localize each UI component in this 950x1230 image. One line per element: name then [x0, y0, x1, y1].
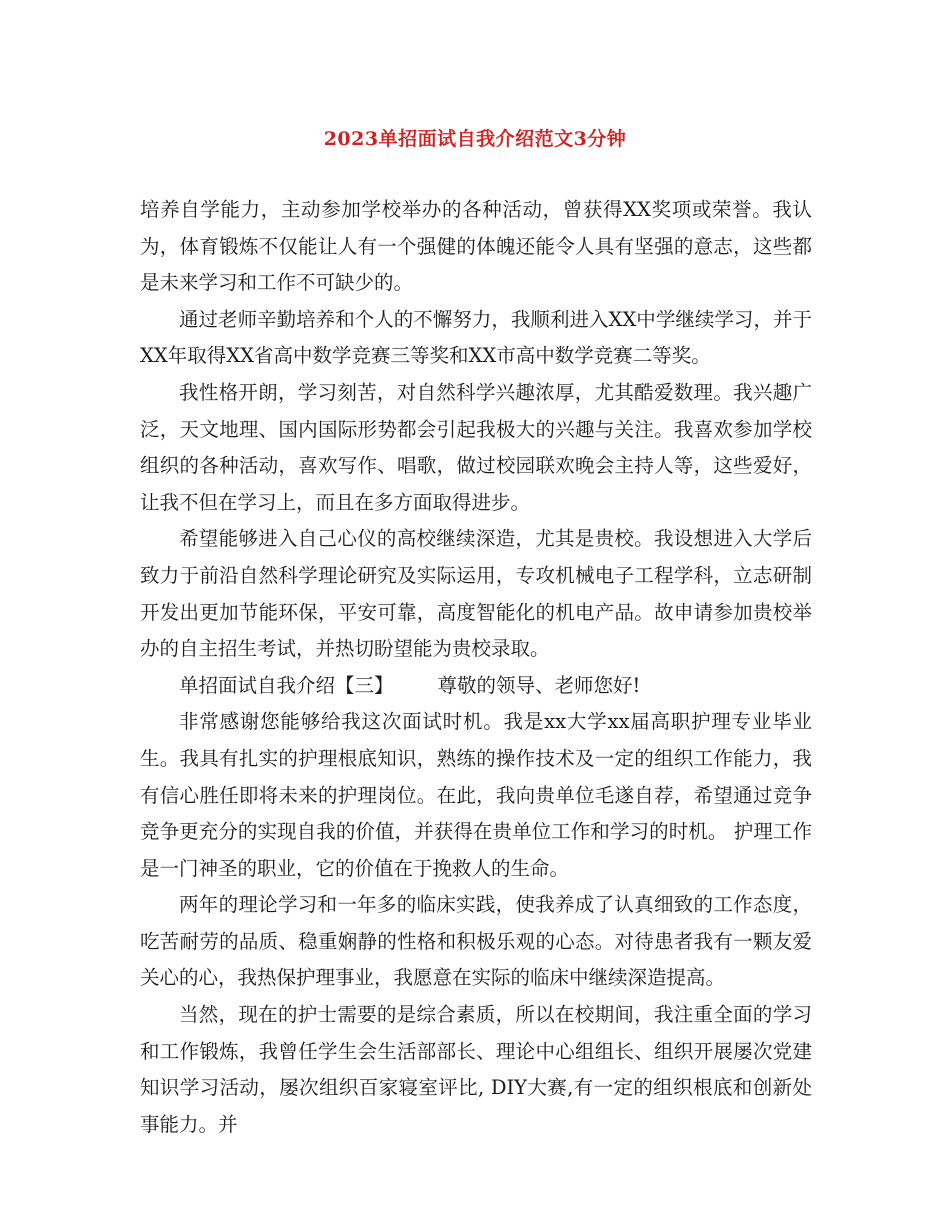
- greeting: 尊敬的领导、老师您好!: [437, 673, 641, 697]
- paragraph-intro-continued: 培养自学能力，主动参加学校举办的各种活动，曾获得XX奖项或荣誉。我认为，体育锻炼不仅能让人有一个强健的体魄还能令人具有坚强的意志，这些都是未来学习和工作不可缺少的。: [140, 198, 812, 295]
- paragraph-education: 通过老师辛勤培养和个人的不懈努力，我顺利进入XX中学继续学习，并于XX年取得XX省高中数学竞赛三等奖和XX市高中数学竞赛二等奖。: [140, 307, 812, 368]
- document-title: 2023单招面试自我介绍范文3分钟: [323, 128, 627, 150]
- paragraph-thanks: 非常感谢您能够给我这次面试时机。我是xx大学xx届高职护理专业毕业生。我具有扎实的护理根底知识，熟练的操作技术及一定的组织工作能力，我有信心胜任即将未来的护理岗位。在此，我向贵单位毛遂自荐，希望通过竞争竞争更充分的实现自我的价值，并获得在贵单位工作和学习的时机。 护理工作是一门神圣的职业，它的价值在于挽救人的生命。: [140, 710, 812, 880]
- paragraph-practice: 两年的理论学习和一年多的临床实践，使我养成了认真细致的工作态度，吃苦耐劳的品质、稳重娴静的性格和积极乐观的心态。对待患者我有一颗友爱关心的心，我热保护理事业，我愿意在实际的临床中继续深造提高。: [140, 893, 812, 990]
- paragraph-personality: 我性格开朗，学习刻苦，对自然科学兴趣浓厚，尤其酷爱数理。我兴趣广泛，天文地理、国内国际形势都会引起我极大的兴趣与关注。我喜欢参加学校组织的各种活动，喜欢写作、唱歌，做过校园联欢晚会主持人等，这些爱好，让我不但在学习上，而且在多方面取得进步。: [140, 380, 812, 514]
- section-heading: 单招面试自我介绍【三】: [179, 673, 394, 697]
- paragraph-quality: 当然，现在的护士需要的是综合素质，所以在校期间，我注重全面的学习和工作锻炼，我曾任学生会生活部部长、理论中心组组长、组织开展屡次党建知识学习活动，屡次组织百家寝室评比, DIY大赛,有一定的组织根底和创新处事能力。并: [140, 1003, 812, 1136]
- paragraph-aspiration: 希望能够进入自己心仪的高校继续深造，尤其是贵校。我设想进入大学后致力于前沿自然科学理论研究及实际运用，专攻机械电子工程学科，立志研制开发出更加节能环保，平安可靠，高度智能化的机电产品。故申请参加贵校举办的自主招生考试，并热切盼望能为贵校录取。: [140, 527, 812, 661]
- section-heading-line: [140, 668, 812, 705]
- document-body: [140, 192, 812, 1143]
